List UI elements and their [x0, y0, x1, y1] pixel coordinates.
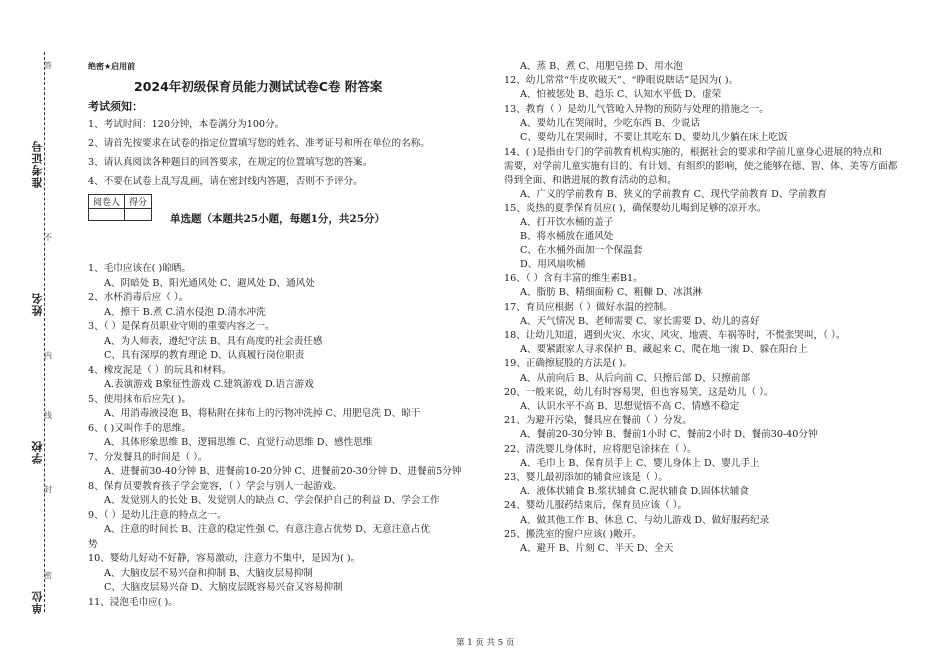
option-line: C、大脑皮层易兴奋 D、大脑皮层既容易兴奋又容易抑制: [104, 582, 343, 593]
option-line: A、大脑皮层不易兴奋和抑制 B、大脑皮层易抑制: [104, 568, 313, 579]
question-line: 9、（ ）是幼儿注意的特点之一。: [88, 510, 227, 521]
option-line: A、认识水平不高 B、思想觉悟不高 C、情感不稳定: [520, 401, 740, 412]
binding-dash-line: [44, 52, 45, 612]
section-title: 单选题（本题共25小题，每题1分，共25分）: [170, 213, 386, 225]
notice-item: 4、不要在试卷上乱写乱画，请在密封线内答题，否则不予评分。: [88, 176, 363, 187]
option-line: A、打开饮水桶的盖子: [520, 217, 614, 228]
option-line: A、天气情况 B、老师需要 C、家长需要 D、幼儿的喜好: [520, 316, 760, 327]
option-line: A、避开 B、片刻 C、半天 D、全天: [520, 543, 674, 554]
page-number: 第 1 页 共 5 页: [456, 638, 515, 648]
question-line: 21、为避开污染，餐具应在餐前（ ）分发。: [504, 415, 692, 426]
margin-dash-char: 封: [44, 485, 52, 494]
option-line: A、用消毒液浸泡 B、将粘附在抹布上的污物冲洗掉 C、用肥皂洗 D、晾干: [104, 408, 421, 419]
score-table-score-header: 得分: [125, 195, 152, 209]
option-line: 势: [88, 539, 98, 550]
secret-mark: 绝密★启用前: [88, 62, 136, 71]
notice-heading: 考试须知：: [88, 100, 143, 113]
option-line: A、蒸 B、煮 C、用肥皂搓 D、用水泡: [520, 61, 683, 72]
score-table-grader-cell[interactable]: [89, 209, 125, 221]
option-line: C、具有深厚的教育理论 D、认真履行岗位职责: [104, 350, 305, 361]
score-table: [88, 194, 152, 221]
exam-title: 2024年初级保育员能力测试试卷C卷 附答案: [134, 79, 383, 94]
margin-dash-char: 答: [44, 61, 52, 70]
question-line: 22、清洗婴儿身体时，应将肥皂涂抹在（ ）。: [504, 444, 697, 455]
question-line: 4、橡皮泥是（ ）的玩具和材料。: [88, 365, 232, 376]
question-line: 19、正确擦屁股的方法是( )。: [504, 358, 633, 369]
question-line: 13、教育（ ）是幼儿气管呛入异物的预防与处理的措施之一。: [504, 104, 769, 115]
margin-label-name: 姓名: [31, 292, 44, 316]
question-line: 25、搬洗室的窗户应该( )敞开。: [504, 529, 642, 540]
notice-item: 3、请认真阅读各种题目的回答要求，在规定的位置填写您的答案。: [88, 157, 373, 168]
question-line: 得到全面、和谐进展的教育活动的总和。: [504, 175, 677, 186]
option-line: C、要幼儿在哭闹时，不要让其吃东 D、要幼儿少躺在床上吃饭: [520, 132, 788, 143]
option-line: A、发觉别人的长处 B、发觉别人的缺点 C、学会保护自己的利益 D、学会工作: [104, 495, 440, 506]
question-line: 12、幼儿常常“牛皮吹破天”、“睁眼说瞎话”是因为( )。: [504, 75, 739, 86]
option-line: A、毛巾上 B、保育员手上 C、婴儿身体上 D、婴儿手上: [520, 458, 760, 469]
question-line: 10、婴幼儿好动不好静，容易激动，注意力不集中，是因为( )。: [88, 553, 361, 564]
option-line: A、脂肪 B、精细面粉 C、粗糠 D、冰淇淋: [520, 287, 703, 298]
question-line: 24、婴幼儿服药结束后，保育员应该（ ）。: [504, 500, 688, 511]
option-line: A、要幼儿在哭闹时，少吃东西 B、少说话: [520, 118, 701, 129]
question-line: 7、分发餐具的时间是（ ）。: [88, 452, 208, 463]
option-line: A、阴暗处 B、阳光通风处 C、避风处 D、通风处: [104, 278, 315, 289]
question-line: 16、（ ）含有丰富的维生素B1。: [504, 273, 643, 284]
option-line: A、进餐前30-40分钟 B、进餐前10-20分钟 C、进餐前20-30分钟 D、进餐前5分钟: [104, 466, 462, 477]
score-table-score-cell[interactable]: [125, 209, 152, 221]
option-line: C、在水桶外面加一个保温套: [520, 245, 643, 256]
score-table-grader-header: 阅卷人: [89, 195, 125, 209]
option-line: A、怕被惩处 B、趋乐 C、认知水平低 D、虚荣: [520, 89, 722, 100]
margin-label-exam-id: 准考证号: [31, 140, 44, 188]
question-line: 1、毛巾应该在( )晾晒。: [88, 263, 191, 274]
option-line: A、具体形象思维 B、逻辑思维 C、直觉行动思维 D、感性思维: [104, 437, 373, 448]
question-line: 8、保育员要教育孩子学会宽容，（ ）学会与别人一起游戏。: [88, 481, 342, 492]
margin-dash-char: 线: [44, 411, 52, 420]
option-line: A、擦干 B.煮 C.清水侵泡 D.清水冲洗: [104, 307, 266, 318]
question-line: 2、水杯消毒后应（ ）。: [88, 292, 189, 303]
question-line: 18、让幼儿知道，遇到火灾、水灾、风灾、地震、车祸等时，不慌张哭叫，（ ）。: [504, 330, 846, 341]
option-line: D、用风扇吹桶: [520, 259, 586, 270]
question-line: 11、浸泡毛巾应( )。: [88, 597, 178, 608]
question-line: 15、炎热的夏季保育员应( )，确保婴幼儿喝到足够的凉开水。: [504, 203, 767, 214]
option-line: B、将水桶放在通风处: [520, 231, 614, 242]
option-line: A、广义的学前教育 B、狭义的学前教育 C、现代学前教育 D、学前教育: [520, 189, 827, 200]
question-line: 6、( )又叫作手的思维。: [88, 423, 191, 434]
option-line: A、餐前20-30分钟 B、餐前1小时 C、餐前2小时 D、餐前30-40分钟: [520, 429, 818, 440]
margin-dash-char: 密: [44, 571, 52, 580]
option-line: A、注意的时间长 B、注意的稳定性强 C、有意注意占优势 D、无意注意占优: [104, 524, 430, 535]
question-line: 14、( )是指由专门的学前教育机构实施的，根据社会的要求和学前儿童身心进展的特点和: [504, 147, 882, 158]
option-line: A、为人师表，遵纪守法 B、具有高度的社会责任感: [104, 336, 323, 347]
question-line: 20、一般来说，幼儿有时容易哭，但也容易笑，这是幼儿（ ）。: [504, 387, 774, 398]
option-line: A.表演游戏 B象征性游戏 C.建筑游戏 D.语言游戏: [104, 379, 314, 390]
margin-dash-char: 不: [44, 233, 52, 242]
option-line: A、做其他工作 B、休息 C、与幼儿游戏 D、做好服药纪录: [520, 515, 770, 526]
option-line: A、要紧跟家人寻求保护 B、藏起来 C、爬在地一滚 D、躲在阳台上: [520, 344, 808, 355]
question-line: 需要，对学前儿童实施有目的、有计划、有组织的影响，使之能够在德、智、体、美等方面都: [504, 161, 898, 172]
margin-dash-char: 内: [44, 351, 52, 360]
margin-label-unit: 单位: [31, 590, 44, 614]
question-line: 17、育员应根据（ ）做好水温的控制。: [504, 302, 673, 313]
option-line: A、从前向后 B、从后向前 C、只擦后部 D、只擦前部: [520, 373, 751, 384]
notice-item: 1、考试时间：120分钟，本卷满分为100分。: [88, 119, 285, 130]
option-line: A．液体状辅食 B.浆状辅食 C.泥状辅食 D.固体状辅食: [520, 486, 749, 497]
notice-item: 2、请首先按要求在试卷的指定位置填写您的姓名、准考证号和所在单位的名称。: [88, 138, 430, 149]
question-line: 5、使用抹布后应先( )。: [88, 394, 191, 405]
margin-label-school: 学校: [31, 440, 44, 464]
question-line: 23、婴儿最初添加的辅食应该是（ ）。: [504, 472, 668, 483]
question-line: 3、（ ）是保育员职业守则的重要内容之一。: [88, 321, 275, 332]
